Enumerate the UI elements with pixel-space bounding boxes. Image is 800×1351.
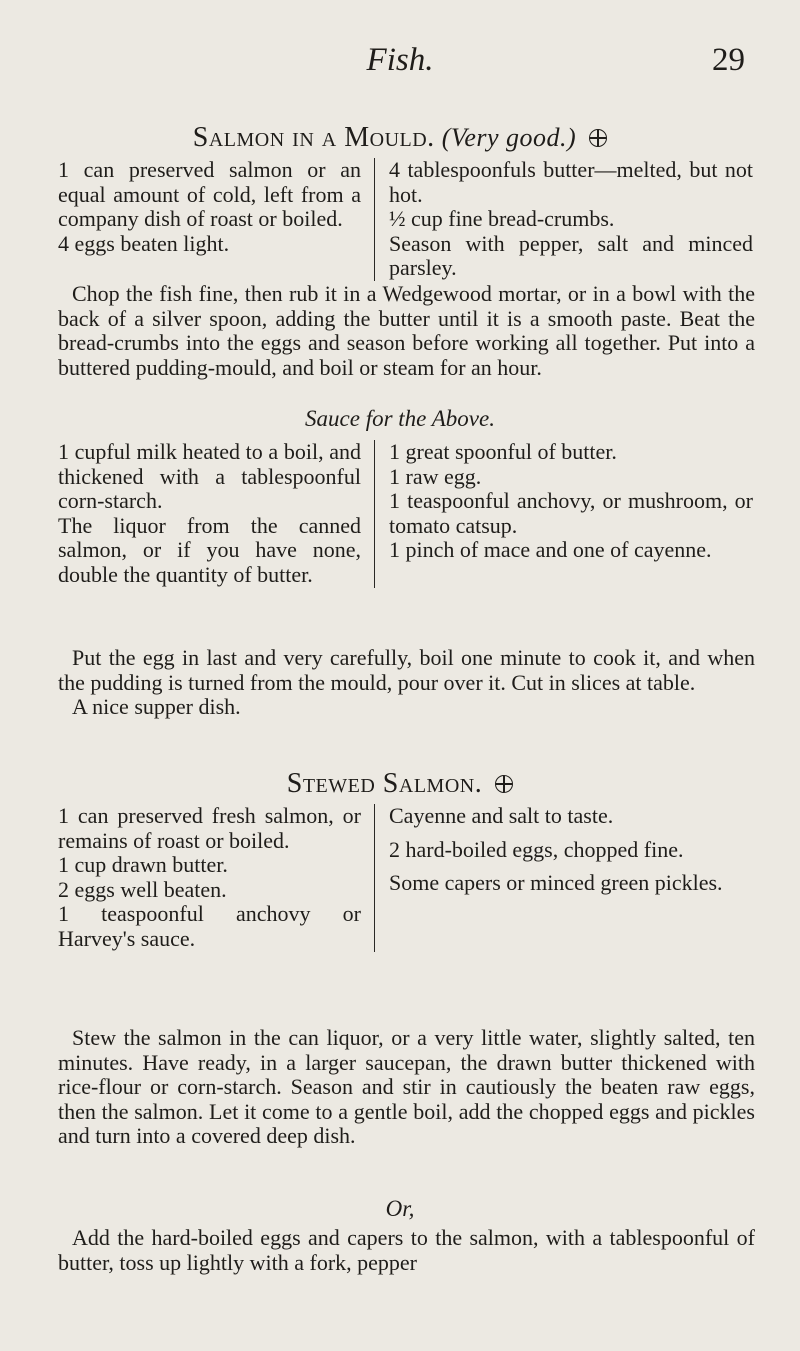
ingredients-right <box>375 158 753 281</box>
ingredient: 1 cup drawn butter. <box>58 852 228 878</box>
recipe-title-stewed-salmon <box>0 768 800 800</box>
alt-method-stewed-salmon <box>58 1226 755 1275</box>
ingredients-salmon-mould <box>58 158 753 281</box>
method-text: Stew the salmon in the can liquor, or a very little water, slightly salted, ten minutes. Have ready, in a larger saucepan, the drawn butter thickened with rice-flour or corn-starch. Season and stir in cautiously the beaten raw eggs, then the salmon. Let it come to a gentle boil, add the chopped eggs and pickles and turn into a covered deep dish. <box>58 1025 755 1149</box>
running-head: Fish. <box>366 42 434 78</box>
ingredient: 2 hard-boiled eggs, chopped fine. <box>389 836 684 862</box>
recipe-title-text: Stewed Salmon. <box>286 768 483 799</box>
ingredient: ½ cup fine bread-crumbs. <box>389 206 615 232</box>
ingredient: 1 great spoonful of butter. <box>389 439 617 464</box>
method-salmon-mould <box>58 282 755 380</box>
ingredients-sauce <box>58 440 753 588</box>
ingredients-right <box>375 804 753 952</box>
page-number: 29 <box>712 42 745 78</box>
recipe-title-note: (Very good.) <box>441 123 577 152</box>
ingredient: 1 cupful milk heated to a boil, and thickened with a tablespoonful corn-starch. <box>58 439 361 514</box>
recipe-title-text: Salmon in a Mould. <box>192 122 435 153</box>
ingredient: 1 raw egg. <box>389 463 482 489</box>
sauce-title: Sauce for the Above. <box>305 406 495 431</box>
ingredient: 1 pinch of mace and one of cayenne. <box>389 537 712 563</box>
serving-note: A nice supper dish. <box>72 694 241 720</box>
ingredient: 4 eggs beaten light. <box>58 230 230 256</box>
crossed-circle-icon <box>495 775 513 793</box>
ingredient: The liquor from the canned salmon, or if you have none, double the quantity of butter. <box>58 512 361 587</box>
or-label: Or, <box>385 1196 415 1221</box>
ingredient: 1 can preserved salmon or an equal amount of cold, left from a company dish of roast or boiled. <box>58 157 361 232</box>
ingredient: 1 teaspoonful anchovy, or mushroom, or tomato catsup. <box>389 488 753 538</box>
ingredient: 1 teaspoonful anchovy or Harvey's sauce. <box>58 901 361 951</box>
method-text: Put the egg in last and very carefully, boil one minute to cook it, and when the pudding is turned from the mould, pour over it. Cut in slices at table. <box>58 645 755 695</box>
method-stewed-salmon <box>58 1026 755 1149</box>
ingredients-left <box>58 158 375 281</box>
ingredients-right <box>375 440 753 588</box>
ingredients-left <box>58 440 375 588</box>
ingredients-left <box>58 804 375 952</box>
ingredients-stewed-salmon <box>58 804 753 952</box>
method-text: Chop the fish fine, then rub it in a Wedgewood mortar, or in a bowl with the back of a silver spoon, adding the butter until it is a smooth paste. Beat the bread-crumbs into the eggs and season before working all together. Put into a buttered pudding-mould, and boil or steam for an hour. <box>58 281 755 380</box>
method-sauce <box>58 646 755 720</box>
page-header <box>0 42 800 92</box>
recipe-title-salmon-mould <box>0 122 800 154</box>
ingredient: Season with pepper, salt and minced parsley. <box>389 230 753 281</box>
ingredient: 1 can preserved fresh salmon, or remains of roast or boiled. <box>58 803 361 853</box>
crossed-circle-icon <box>589 129 607 147</box>
ingredient: Cayenne and salt to taste. <box>389 803 614 828</box>
ingredient: 2 eggs well beaten. <box>58 876 227 902</box>
ingredient: Some capers or minced green pickles. <box>389 870 723 896</box>
ingredient: 4 tablespoonfuls butter—melted, but not hot. <box>389 157 753 207</box>
method-text: Add the hard-boiled eggs and capers to the salmon, with a tablespoonful of butter, toss up lightly with a fork, pepper <box>58 1225 755 1275</box>
